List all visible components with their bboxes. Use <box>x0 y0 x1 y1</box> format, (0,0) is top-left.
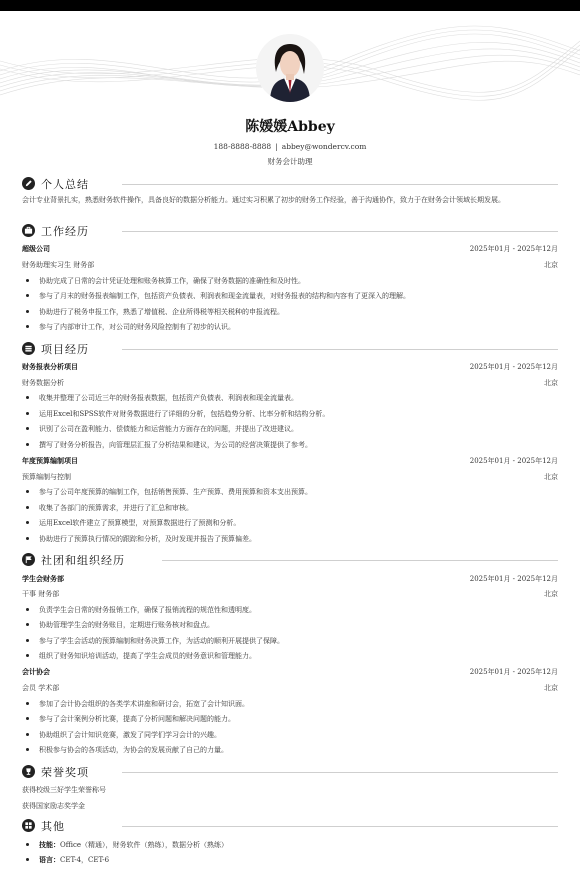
phone-number: 188-8888-8888 <box>213 142 272 151</box>
list-item: 协助进行了预算执行情况的跟踪和分析，及时发现并报告了预算偏差。 <box>22 534 256 544</box>
entry-location: 北京 <box>544 261 558 269</box>
section-header-summary <box>22 176 558 192</box>
entry-date: 2025年01月 - 2025年12月 <box>469 363 558 371</box>
section-title: 荣誉奖项 <box>41 766 89 779</box>
section-title: 个人总结 <box>41 178 89 191</box>
list-item: 协助组织了会计知识竞赛，激发了同学们学习会计的兴趣。 <box>22 730 221 740</box>
section-header-projects <box>22 341 558 357</box>
list-item: 参与了公司年度预算的编制工作，包括销售预算、生产预算、费用预算和资本支出预算。 <box>22 487 312 497</box>
entry-location: 北京 <box>544 379 558 387</box>
entry-date: 2025年01月 - 2025年12月 <box>469 245 558 253</box>
item-value: CET-4，CET-6 <box>60 856 110 864</box>
list-item: 识别了公司在盈利能力、偿债能力和运营能力方面存在的问题，并提出了改进建议。 <box>22 424 298 434</box>
list-item: 收集并整理了公司近三年的财务报表数据，包括资产负债表、利润表和现金流量表。 <box>22 393 298 403</box>
section-title: 其他 <box>41 820 65 833</box>
item-value: Office（精通），财务软件（熟练），数据分析（熟练） <box>60 841 229 849</box>
list-item: 参与了学生会活动的预算编制和财务决算工作，为活动的顺利开展提供了保障。 <box>22 636 284 646</box>
entry-subtitle: 财务助理实习生 财务部 <box>22 261 95 269</box>
entry-org: 超级公司 <box>22 244 50 253</box>
list-item: 运用Excel软件建立了预算模型，对预算数据进行了预测和分析。 <box>22 518 240 528</box>
item-key: 技能： <box>39 840 60 849</box>
list-item <box>22 840 228 850</box>
entry-subtitle: 财务数据分析 <box>22 379 64 387</box>
section-divider <box>122 826 558 827</box>
list-item: 收集了各部门的预算需求，并进行了汇总和审核。 <box>22 503 193 513</box>
entry-org: 会计协会 <box>22 667 50 676</box>
pen-icon <box>22 177 35 190</box>
item-key: 语言： <box>39 855 60 864</box>
section-header-clubs <box>22 552 558 568</box>
section-divider <box>122 231 558 232</box>
section-header-other <box>22 818 558 834</box>
entry-location: 北京 <box>544 473 558 481</box>
section-title: 工作经历 <box>41 225 89 238</box>
list-item: 参与了月末的财务报表编制工作，包括资产负债表、利润表和现金流量表，对财务报表的结构和内容有了更深入的理解。 <box>22 291 410 301</box>
entry-location: 北京 <box>544 590 558 598</box>
target-role: 财务会计助理 <box>267 157 313 166</box>
contact-separator: | <box>275 142 278 151</box>
briefcase-icon <box>22 224 35 237</box>
trophy-icon <box>22 765 35 778</box>
honor-item: 获得国家励志奖学金 <box>22 802 85 810</box>
entry-date: 2025年01月 - 2025年12月 <box>469 457 558 465</box>
avatar <box>256 34 324 102</box>
list-item: 运用Excel和SPSS软件对财务数据进行了详细的分析，包括趋势分析、比率分析和结构分析。 <box>22 409 329 419</box>
list-item: 参与了会计案例分析比赛，提高了分析问题和解决问题的能力。 <box>22 714 235 724</box>
list-item <box>22 855 109 865</box>
entry-location: 北京 <box>544 684 558 692</box>
summary-text: 会计专业背景扎实，熟悉财务软件操作，具备良好的数据分析能力。通过实习积累了初步的财务工作经验，善于沟通协作，致力于在财务会计领域长期发展。 <box>22 196 505 204</box>
section-title: 项目经历 <box>41 343 89 356</box>
flag-icon <box>22 553 35 566</box>
grid-icon <box>22 819 35 832</box>
list-item: 组织了财务知识培训活动，提高了学生会成员的财务意识和管理能力。 <box>22 651 256 661</box>
candidate-name: 陈媛媛Abbey <box>245 119 335 135</box>
top-bar <box>0 0 580 11</box>
list-item: 积极参与协会的各项活动，为协会的发展贡献了自己的力量。 <box>22 745 228 755</box>
section-divider <box>122 349 558 350</box>
layers-icon <box>22 342 35 355</box>
section-divider <box>122 772 558 773</box>
contact-line <box>0 142 580 151</box>
list-item: 参与了内部审计工作，对公司的财务风险控制有了初步的认识。 <box>22 322 235 332</box>
section-divider <box>122 184 558 185</box>
entry-org: 财务报表分析项目 <box>22 362 78 371</box>
list-item: 参加了会计协会组织的各类学术讲座和研讨会，拓宽了会计知识面。 <box>22 699 249 709</box>
list-item: 协助进行了税务申报工作，熟悉了增值税、企业所得税等相关税种的申报流程。 <box>22 307 284 317</box>
section-header-work <box>22 223 558 239</box>
honor-item: 获得校级三好学生荣誉称号 <box>22 786 106 794</box>
list-item: 协助管理学生会的财务账目，定期进行账务核对和盘点。 <box>22 620 214 630</box>
entry-subtitle: 预算编制与控制 <box>22 473 71 481</box>
section-divider <box>162 560 558 561</box>
entry-org: 学生会财务部 <box>22 574 64 583</box>
section-title: 社团和组织经历 <box>41 554 125 567</box>
list-item: 协助完成了日常的会计凭证处理和账务核算工作，确保了财务数据的准确性和及时性。 <box>22 276 305 286</box>
entry-date: 2025年01月 - 2025年12月 <box>469 575 558 583</box>
section-header-honors <box>22 764 558 780</box>
entry-subtitle: 干事 财务部 <box>22 590 60 598</box>
list-item: 负责学生会日常的财务报销工作，确保了报销流程的规范性和透明度。 <box>22 605 256 615</box>
entry-subtitle: 会员 学术部 <box>22 684 60 692</box>
list-item: 撰写了财务分析报告，向管理层汇报了分析结果和建议，为公司的经营决策提供了参考。 <box>22 440 312 450</box>
entry-org: 年度预算编制项目 <box>22 456 78 465</box>
entry-date: 2025年01月 - 2025年12月 <box>469 668 558 676</box>
email-address: abbey@wondercv.com <box>281 142 367 151</box>
